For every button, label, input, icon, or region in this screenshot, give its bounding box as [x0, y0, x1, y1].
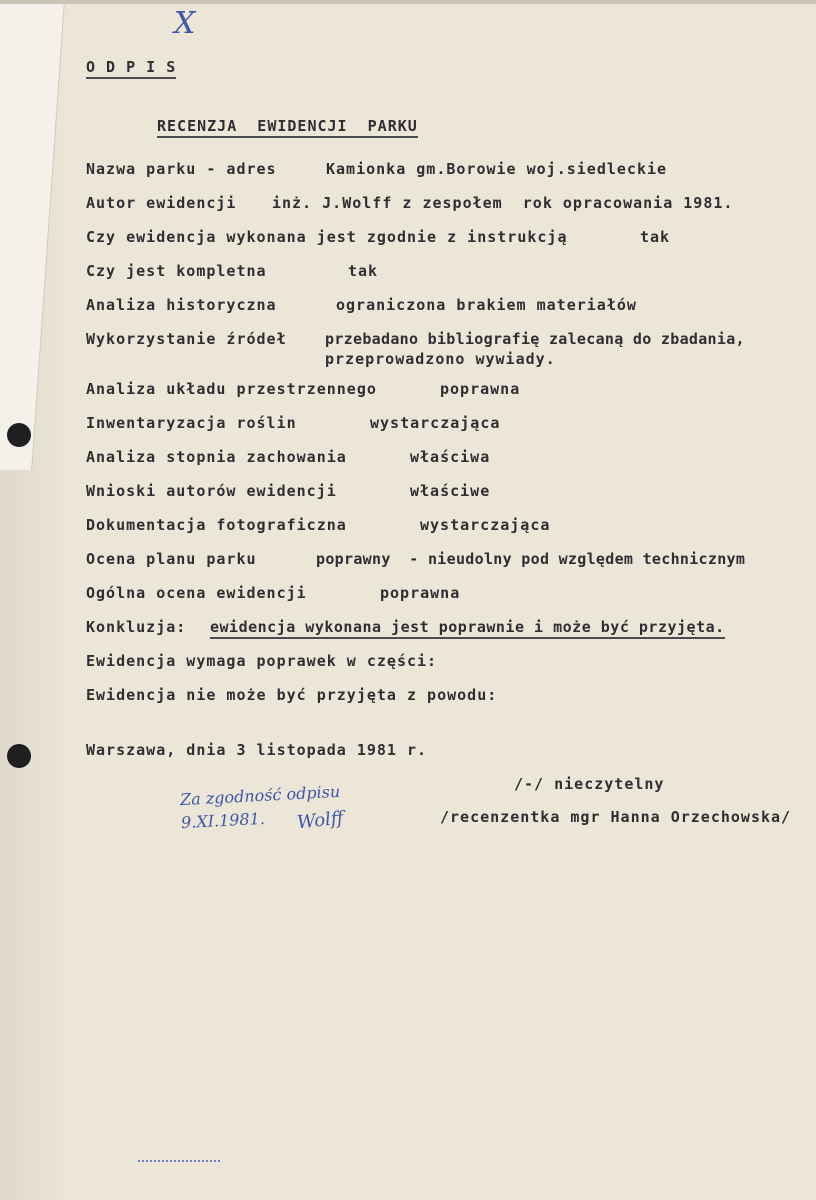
row-value: poprawna	[380, 584, 461, 602]
row-label: Czy jest kompletna	[86, 262, 267, 280]
punch-hole-bottom	[7, 744, 31, 768]
row-value: wystarczająca	[420, 516, 551, 534]
row-label: Analiza stopnia zachowania	[86, 448, 347, 466]
punch-hole-top	[7, 423, 31, 447]
archive-stamp-mark	[138, 1160, 220, 1166]
handwritten-signature: Wolff	[296, 807, 345, 834]
handwritten-date: 9.XI.1981.	[180, 808, 266, 833]
row-label: Inwentaryzacja roślin	[86, 414, 297, 432]
row-label: Wnioski autorów ewidencji	[86, 482, 337, 500]
row-label: Nazwa parku - adres	[86, 160, 277, 178]
handwritten-mark: X	[174, 6, 196, 41]
row-value: właściwe	[410, 482, 491, 500]
row-label: Ewidencja wymaga poprawek w części:	[86, 652, 438, 670]
row-value: tak	[348, 262, 379, 280]
row-value: przebadano bibliografię zalecaną do zbadania,	[325, 330, 745, 348]
row-value-continued: przeprowadzono wywiady.	[325, 350, 556, 368]
row-label: Dokumentacja fotograficzna	[86, 516, 347, 534]
place-date: Warszawa, dnia 3 listopada 1981 r.	[86, 741, 428, 759]
row-label: Czy ewidencja wykonana jest zgodnie z instrukcją	[86, 228, 568, 246]
row-value: właściwa	[410, 448, 491, 466]
document-title: RECENZJA EWIDENCJI PARKU	[157, 117, 418, 138]
row-label: Ogólna ocena ewidencji	[86, 584, 307, 602]
row-value: poprawna	[440, 380, 521, 398]
row-value: tak	[640, 228, 671, 246]
reviewer-name: /recenzentka mgr Hanna Orzechowska/	[440, 808, 792, 826]
row-label: Ewidencja nie może być przyjęta z powodu:	[86, 686, 498, 704]
top-edge	[0, 0, 816, 4]
handwritten-certification: Za zgodność odpisu	[179, 781, 341, 810]
signature-marker: /-/ nieczytelny	[514, 775, 665, 793]
conclusion-label: Konkluzja:	[86, 618, 187, 636]
row-label: Ocena planu parku	[86, 550, 257, 568]
row-value: poprawny - nieudolny pod względem technicznym	[316, 550, 746, 568]
conclusion-value: ewidencja wykonana jest poprawnie i może być przyjęta.	[210, 618, 725, 639]
row-value: ograniczona brakiem materiałów	[336, 296, 637, 314]
row-label: Analiza układu przestrzennego	[86, 380, 377, 398]
row-label: Wykorzystanie źródeł	[86, 330, 287, 348]
odpis-heading: O D P I S	[86, 58, 176, 79]
row-label: Analiza historyczna	[86, 296, 277, 314]
row-value: Kamionka gm.Borowie woj.siedleckie	[326, 160, 668, 178]
row-label: Autor ewidencji	[86, 194, 237, 212]
row-value: wystarczająca	[370, 414, 501, 432]
row-value: inż. J.Wolff z zespołem rok opracowania 1981.	[272, 194, 734, 212]
